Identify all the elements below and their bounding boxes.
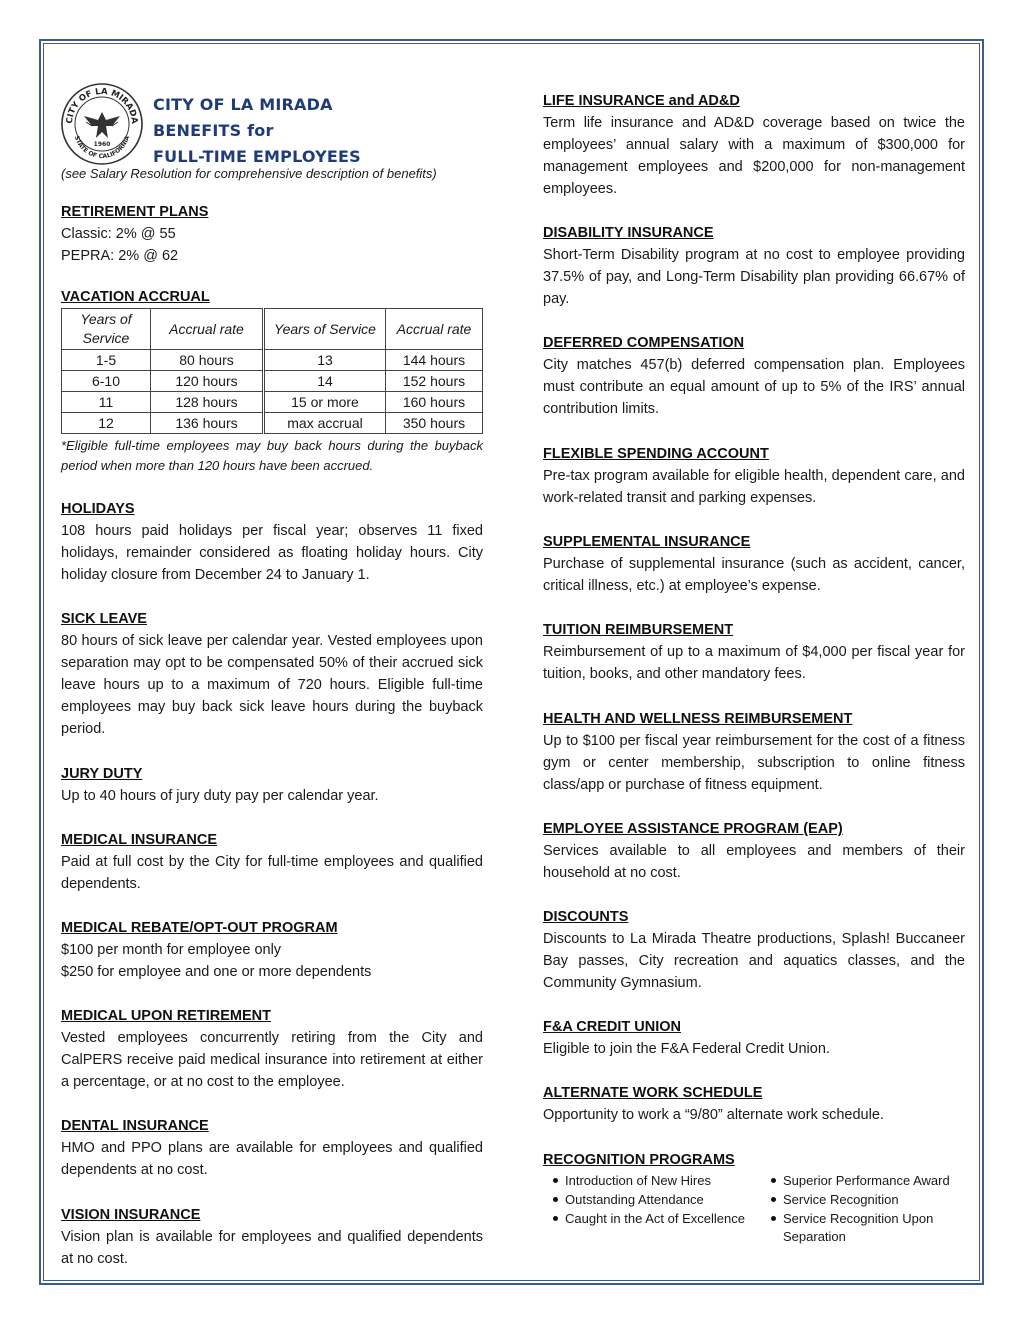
col-years-header: Years of Service [62, 309, 151, 350]
list-item: Caught in the Act of Excellence [551, 1210, 756, 1228]
eap-section [543, 818, 965, 884]
retirement-pepra: PEPRA: 2% @ 62 [61, 248, 179, 264]
disability-heading: DISABILITY INSURANCE [543, 225, 714, 241]
tuition-section [543, 619, 965, 685]
dental-heading: DENTAL INSURANCE [61, 1118, 209, 1134]
tuition-heading: TUITION REIMBURSEMENT [543, 622, 734, 638]
discounts-text: Discounts to La Mirada Theatre productions, Splash! Buccaneer Bay passes, City recreation and aquatics classes, and the Community Gymnasium. [543, 931, 965, 991]
alt-schedule-text: Opportunity to work a “9/80” alternate work schedule. [543, 1107, 884, 1123]
vision-text: Vision plan is available for employees and qualified dependents at no cost. [61, 1229, 483, 1267]
deferred-heading: DEFERRED COMPENSATION [543, 335, 745, 351]
fsa-section [543, 443, 965, 509]
sick-leave-heading: SICK LEAVE [61, 611, 147, 627]
col-rate-header: Accrual rate [151, 309, 263, 350]
supplemental-text: Purchase of supplemental insurance (such as accident, cancer, critical illness, etc.) at employee’s expense. [543, 556, 965, 594]
vacation-section [61, 286, 483, 308]
list-item: Outstanding Attendance [551, 1191, 756, 1209]
supplemental-section [543, 531, 965, 597]
recognition-list-left [551, 1172, 756, 1229]
col-years-header: Years of Service [265, 309, 386, 350]
medical-retirement-text: Vested employees concurrently retiring from the City and CalPERS receive paid medical insurance into retirement at either a percentage, or at no cost to the employee. [61, 1030, 483, 1090]
svg-text:STATE OF CALIFORNIA: STATE OF CALIFORNIA [72, 134, 132, 161]
vacation-footnote: *Eligible full-time employees may buy back hours during the buyback period when more than 120 hours have been accrued. [61, 438, 483, 473]
vacation-heading: VACATION ACCRUAL [61, 289, 210, 305]
discounts-section [543, 906, 965, 994]
list-item: Introduction of New Hires [551, 1172, 756, 1190]
fsa-heading: FLEXIBLE SPENDING ACCOUNT [543, 446, 769, 462]
jury-duty-text: Up to 40 hours of jury duty pay per calendar year. [61, 788, 379, 804]
holidays-text: 108 hours paid holidays per fiscal year; observes 11 fixed holidays, remainder considered as floating holiday hours. City holiday closure from December 24 to January 1. [61, 523, 483, 583]
table-row: 15 or more 160 hours [265, 392, 483, 413]
life-section [543, 90, 965, 200]
title-line-3: FULL-TIME EMPLOYEES [153, 147, 361, 166]
recognition-heading: RECOGNITION PROGRAMS [543, 1152, 735, 1168]
medical-retirement-heading: MEDICAL UPON RETIREMENT [61, 1008, 271, 1024]
sick-leave-text: 80 hours of sick leave per calendar year. Vested employees upon separation may opt to be compensated 50% of their accrued sick leave hours up to a maximum of 720 hours. Eligible full-time employees may buy back sick leave hours during the buyback period. [61, 633, 483, 737]
recognition-section [543, 1149, 965, 1171]
alt-schedule-section [543, 1082, 965, 1126]
table-row: 1-5 80 hours [62, 350, 263, 371]
wellness-heading: HEALTH AND WELLNESS REIMBURSEMENT [543, 711, 853, 727]
dental-section [61, 1115, 483, 1181]
medical-heading: MEDICAL INSURANCE [61, 832, 218, 848]
eap-text: Services available to all employees and members of their household at no cost. [543, 843, 965, 881]
life-heading: LIFE INSURANCE and AD&D [543, 93, 740, 109]
table-row: 13 144 hours [265, 350, 483, 371]
rebate-section [61, 917, 483, 983]
recognition-list-right [769, 1172, 974, 1247]
list-item: Service Recognition Upon Separation [769, 1210, 974, 1246]
rebate-heading: MEDICAL REBATE/OPT-OUT PROGRAM [61, 920, 338, 936]
wellness-text: Up to $100 per fiscal year reimbursement for the cost of a fitness gym or center membership, subscription to online fitness class/app or purchase of fitness equipment. [543, 733, 965, 793]
credit-union-section [543, 1016, 965, 1060]
medical-text: Paid at full cost by the City for full-time employees and qualified dependents. [61, 854, 483, 892]
title-line-2: BENEFITS for [153, 121, 274, 140]
table-row: 14 152 hours [265, 371, 483, 392]
city-seal-logo [60, 82, 144, 166]
retirement-section [61, 201, 483, 267]
sick-leave-section [61, 608, 483, 740]
eap-heading: EMPLOYEE ASSISTANCE PROGRAM (EAP) [543, 821, 843, 837]
holidays-section [61, 498, 483, 586]
document-title [153, 92, 361, 170]
credit-union-heading: F&A CREDIT UNION [543, 1019, 682, 1035]
deferred-text: City matches 457(b) deferred compensation plan. Employees must contribute an equal amount of up to 5% of the IRS’ annual contribution limits. [543, 357, 965, 417]
table-row: 12 136 hours [62, 413, 263, 434]
fsa-text: Pre-tax program available for eligible health, dependent care, and work-related transit and parking expenses. [543, 468, 965, 506]
title-line-1: CITY OF LA MIRADA [153, 95, 333, 114]
svg-text:1960: 1960 [93, 141, 111, 148]
jury-duty-section [61, 763, 483, 807]
salary-resolution-note: (see Salary Resolution for comprehensive description of benefits) [61, 166, 437, 181]
disability-section [543, 222, 965, 310]
list-item: Superior Performance Award [769, 1172, 974, 1190]
life-text: Term life insurance and AD&D coverage based on twice the employees’ annual salary with a maximum of $300,000 for management employees and $200,000 for non-management employees. [543, 115, 965, 197]
supplemental-heading: SUPPLEMENTAL INSURANCE [543, 534, 751, 550]
table-row: 11 128 hours [62, 392, 263, 413]
rebate-line-1: $100 per month for employee only [61, 942, 282, 958]
vacation-table-left [61, 308, 263, 434]
wellness-section [543, 708, 965, 796]
vision-section [61, 1204, 483, 1270]
vision-heading: VISION INSURANCE [61, 1207, 201, 1223]
medical-retirement-section [61, 1005, 483, 1093]
discounts-heading: DISCOUNTS [543, 909, 629, 925]
medical-section [61, 829, 483, 895]
holidays-heading: HOLIDAYS [61, 501, 135, 517]
retirement-heading: RETIREMENT PLANS [61, 204, 209, 220]
disability-text: Short-Term Disability program at no cost to employee providing 37.5% of pay, and Long-Term Disability plan providing 66.67% of pay. [543, 247, 965, 307]
table-row: 6-10 120 hours [62, 371, 263, 392]
svg-text:CITY OF LA MIRADA: CITY OF LA MIRADA [64, 86, 140, 125]
col-rate-header: Accrual rate [386, 309, 483, 350]
tuition-text: Reimbursement of up to a maximum of $4,000 per fiscal year for tuition, books, and other mandatory fees. [543, 644, 965, 682]
dental-text: HMO and PPO plans are available for employees and qualified dependents at no cost. [61, 1140, 483, 1178]
rebate-line-2: $250 for employee and one or more dependents [61, 964, 372, 980]
deferred-section [543, 332, 965, 420]
alt-schedule-heading: ALTERNATE WORK SCHEDULE [543, 1085, 763, 1101]
vacation-table-right [264, 308, 483, 434]
retirement-classic: Classic: 2% @ 55 [61, 226, 176, 242]
table-row: max accrual 350 hours [265, 413, 483, 434]
credit-union-text: Eligible to join the F&A Federal Credit Union. [543, 1041, 830, 1057]
jury-duty-heading: JURY DUTY [61, 766, 143, 782]
list-item: Service Recognition [769, 1191, 974, 1209]
